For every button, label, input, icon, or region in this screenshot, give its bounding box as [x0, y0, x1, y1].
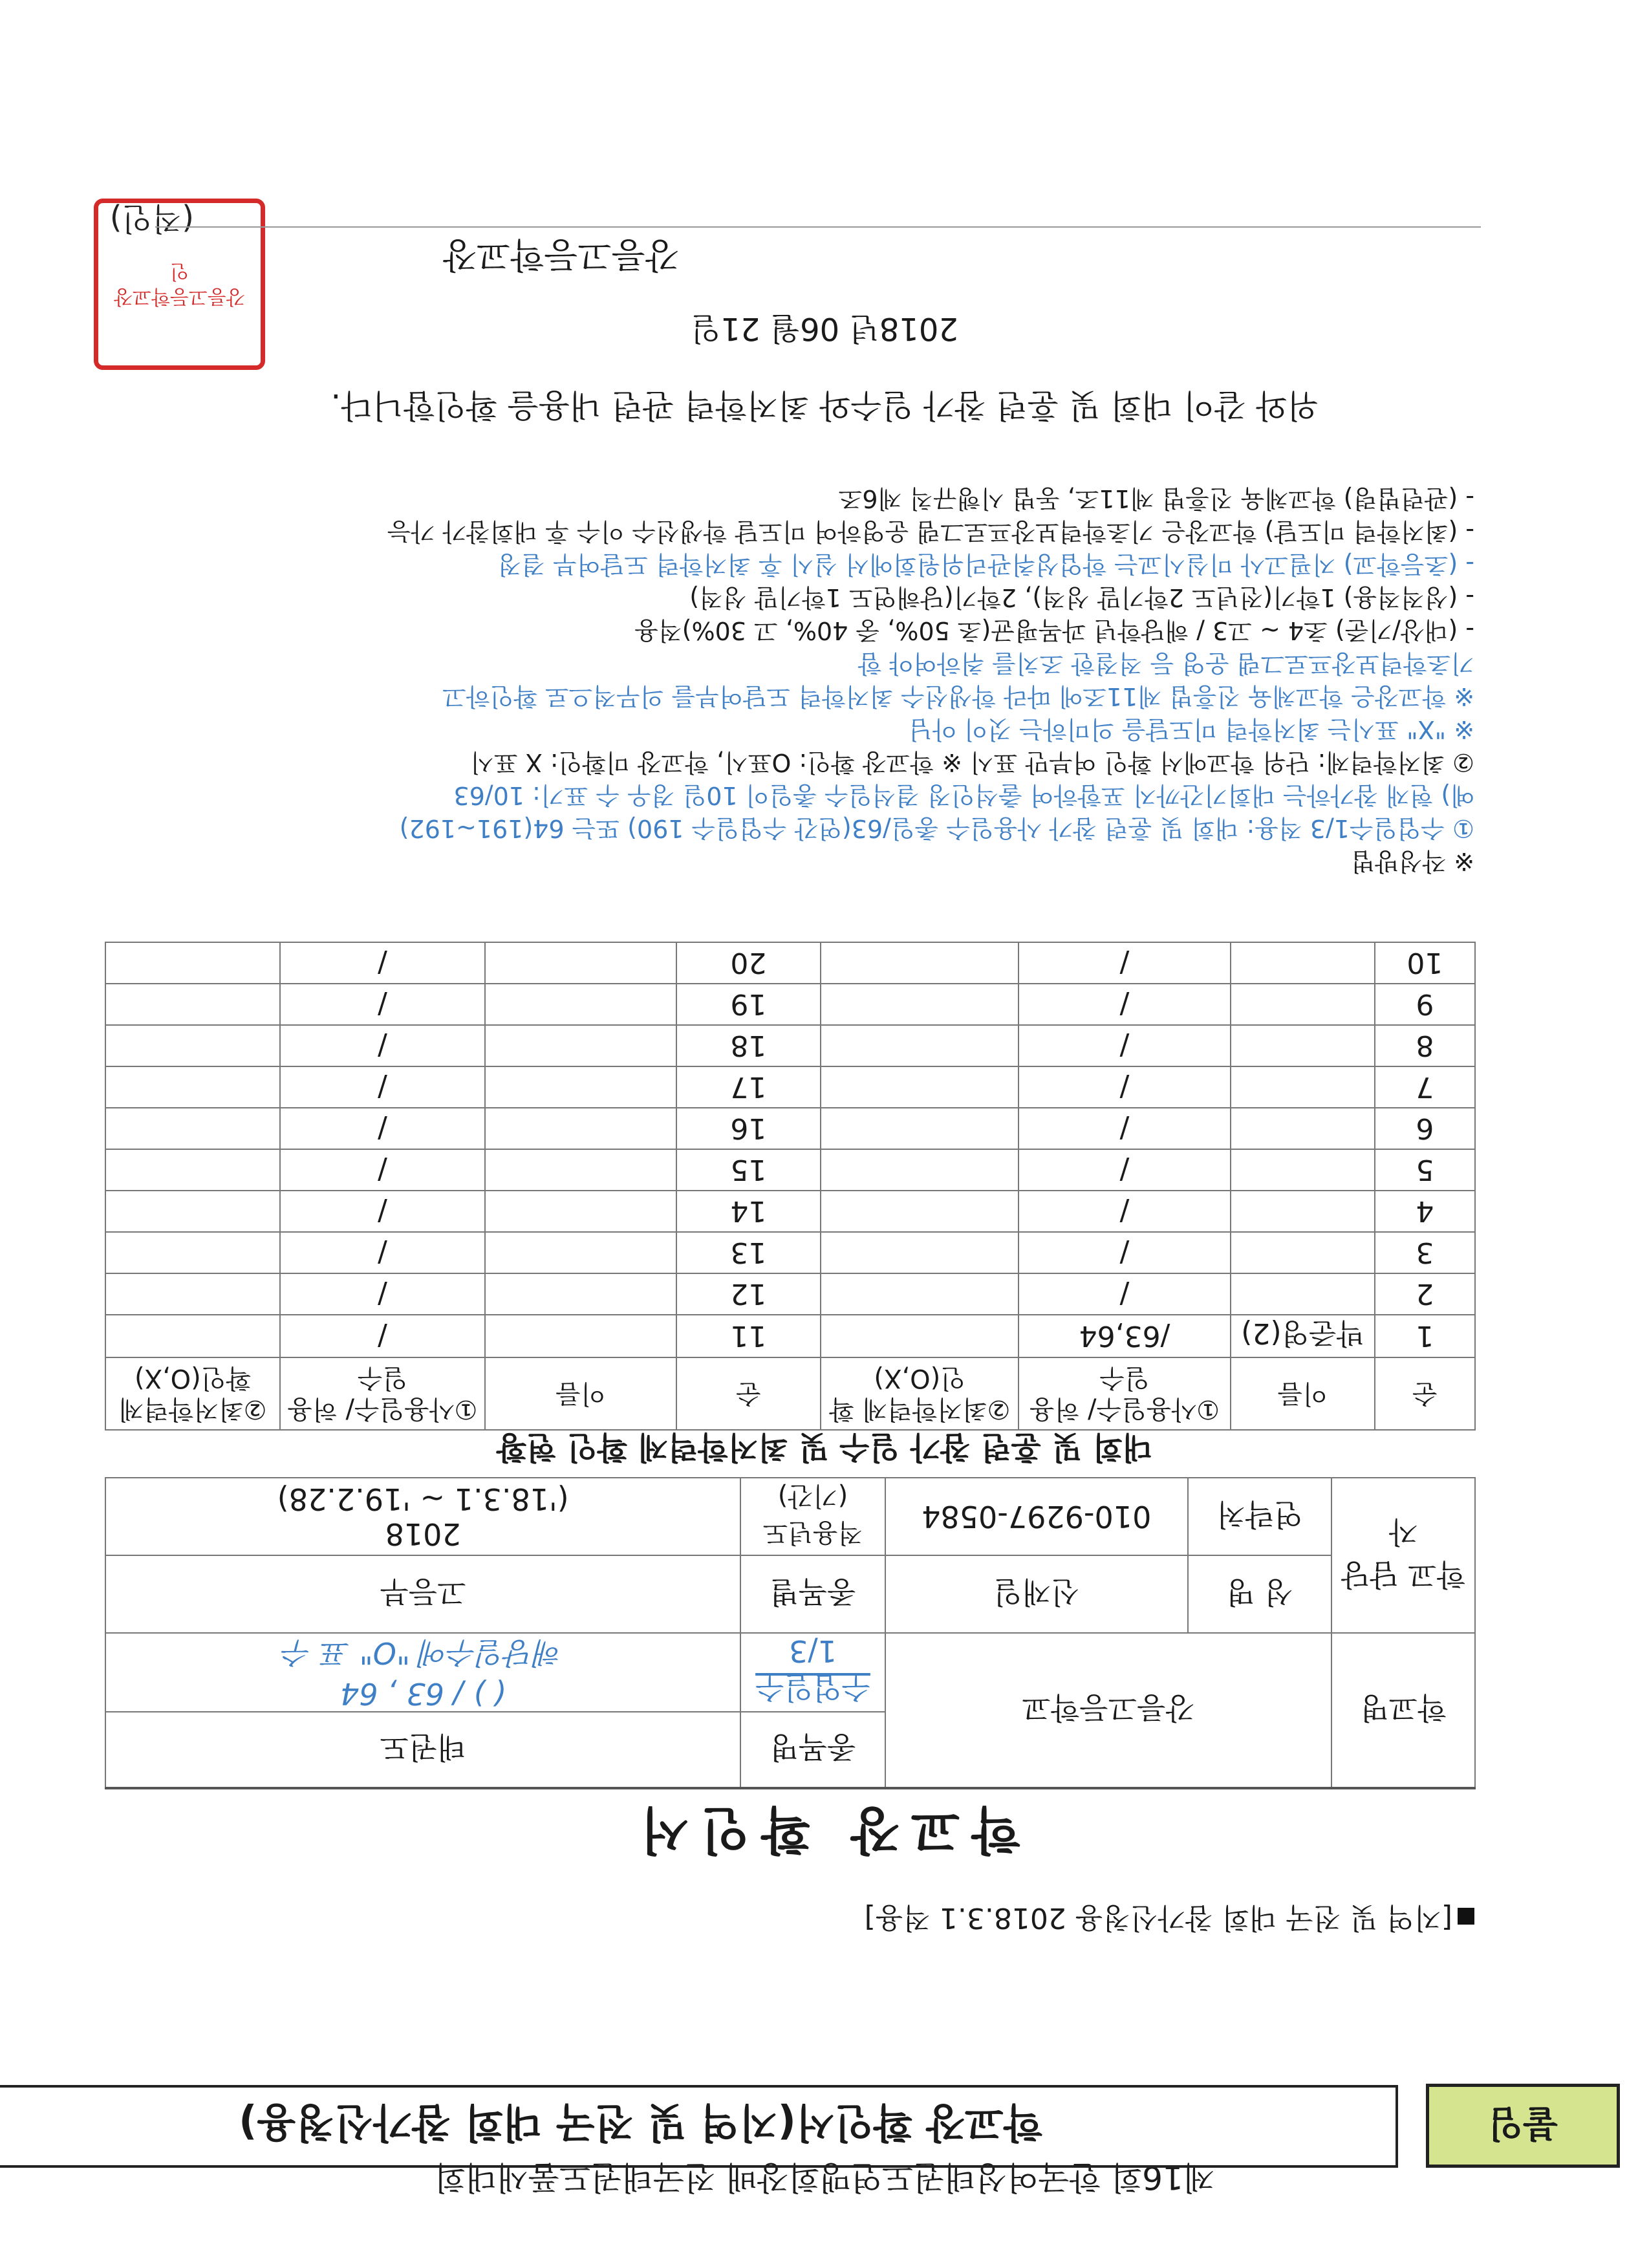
- days-used: /: [1018, 1149, 1230, 1191]
- column-header: ①사용일수/ 허용일수: [1018, 1357, 1230, 1430]
- confirmation-statement: 위와 같이 대회 및 훈련 참가 일수와 최저학력 관련 내용을 확인합니다.: [330, 387, 1319, 424]
- attachment-badge: 붙임: [1426, 2084, 1620, 2168]
- confirmation-date: 2018년 06월 21일: [691, 310, 958, 347]
- phone-value: 010-9297-0584: [921, 1499, 1152, 1534]
- row-number: 8: [1375, 1025, 1475, 1066]
- days-used: /: [280, 1315, 485, 1357]
- instructions-heading: ※ 작성방법: [1351, 847, 1474, 876]
- participant-name: 박준영(2): [1231, 1315, 1375, 1357]
- days-used: /: [1018, 984, 1230, 1025]
- row-number: 4: [1375, 1191, 1475, 1232]
- event-value: 태권도: [105, 1712, 740, 1788]
- min-academic-check: [821, 984, 1018, 1025]
- event-label: 종목명: [740, 1712, 885, 1788]
- table-row: [105, 1232, 1475, 1273]
- event-table-body: [105, 942, 1475, 1357]
- min-academic-check: [821, 1232, 1018, 1273]
- days-used: /: [280, 1149, 485, 1191]
- participant-name: [485, 1191, 676, 1232]
- participant-name: [485, 1273, 676, 1315]
- column-header: 이름: [1231, 1357, 1375, 1430]
- instruction-line: - (초등학교) 지필고사 미실시교는 학업성취관리위원회에서 실시 후 최저학력 도달여부 결정: [497, 550, 1474, 579]
- participant-name: [1231, 1066, 1375, 1108]
- instruction-line: 기초학력보장프로그램 운영 등 적절한 조치를 취하여야 함: [857, 649, 1474, 678]
- min-academic-check: [105, 1273, 280, 1315]
- instruction-line: ※ 학교장은 학교체육 진흥법 제11조에 따라 학생선수 최저학력 도달여부를 의무적으로 확인하고: [442, 682, 1474, 711]
- attend-days-cell: [105, 1633, 740, 1712]
- row-number: 20: [676, 942, 821, 984]
- column-header: ②최저학력제 확인(O,X): [105, 1357, 280, 1430]
- period-range: ('18.3.1 ~ '19.2.28): [277, 1482, 569, 1517]
- row-number: 7: [1375, 1066, 1475, 1108]
- divider-line: [155, 226, 1481, 228]
- principal-signature: 강릉고등학교장: [442, 235, 679, 275]
- phone-inner: [885, 1478, 1331, 1555]
- row-number: 16: [676, 1108, 821, 1149]
- instruction-line: - (최저학력 미도달) 학교장은 기초학력보장프로그램 운영하여 미도달 학생선수 이수 후 대회참가 가능: [387, 517, 1474, 546]
- instruction-line: ① 수업일수1/3 적용: 대회 및 훈련 참가 사용일수 총일/63(연간 수업일수 190) 또는 64(191~192): [399, 814, 1474, 843]
- participant-name: [485, 1149, 676, 1191]
- table-row: [105, 1066, 1475, 1108]
- days-used: /: [280, 1191, 485, 1232]
- min-academic-check: [821, 1149, 1018, 1191]
- column-header: 순: [1375, 1357, 1475, 1430]
- row-number: 12: [676, 1273, 821, 1315]
- instructions-lines: [32, 482, 1474, 845]
- days-used: /: [280, 1273, 485, 1315]
- row-number: 15: [676, 1149, 821, 1191]
- min-academic-check: [821, 1025, 1018, 1066]
- square-bullet-icon: [1458, 1908, 1474, 1925]
- row-number: 13: [676, 1232, 821, 1273]
- min-academic-check: [821, 1191, 1018, 1232]
- school-info-table: [105, 1477, 1476, 1789]
- participant-name: [1231, 1025, 1375, 1066]
- min-academic-check: [821, 1315, 1018, 1357]
- form-title: 학교장 확인서(지역 및 전국 대회 참가신청용): [0, 2085, 1398, 2168]
- staff-label: 학교 담당자: [1331, 1478, 1475, 1633]
- event-participation-table: [105, 942, 1476, 1431]
- form-subtitle-text: [지역 및 전국 대회 참가신청용 2018.3.1 적용]: [864, 1901, 1452, 1934]
- main-title: 학교장 확인서: [629, 1800, 1020, 1859]
- days-used: /: [1018, 1066, 1230, 1108]
- min-academic-check: [821, 1273, 1018, 1315]
- table-row: [105, 1273, 1475, 1315]
- participant-name: [485, 1025, 676, 1066]
- period-label: 적용년도 (기간): [740, 1478, 885, 1555]
- min-academic-check: [821, 1066, 1018, 1108]
- school-name-label: 학교명: [1331, 1633, 1475, 1788]
- column-header: 이름: [485, 1357, 676, 1430]
- days-used: /: [1018, 942, 1230, 984]
- days-used: /: [280, 1066, 485, 1108]
- days-used: /: [1018, 1232, 1230, 1273]
- min-academic-check: [105, 1025, 280, 1066]
- instruction-line: ※ "X" 표시는 최저학력 미도달을 의미하는 것이 아님: [909, 715, 1474, 744]
- official-seal-icon: 강릉고등학교장인: [94, 199, 265, 370]
- participant-name: [485, 984, 676, 1025]
- participant-name: [1231, 1191, 1375, 1232]
- row-number: 9: [1375, 984, 1475, 1025]
- row-number: 2: [1375, 1273, 1475, 1315]
- participant-name: [1231, 942, 1375, 984]
- table-row: [105, 942, 1475, 984]
- days-used: /: [280, 1108, 485, 1149]
- participant-name: [485, 1066, 676, 1108]
- days-used: /: [1018, 1191, 1230, 1232]
- name-label: 성 명: [1187, 1556, 1331, 1632]
- min-academic-check: [105, 1232, 280, 1273]
- row-number: 17: [676, 1066, 821, 1108]
- attend-days-note: 해당일수에 "O" 표 수: [283, 1636, 563, 1670]
- competition-name: 제16회 한국여성태권도연맹회장배 전국태권도품새대회: [434, 2159, 1215, 2196]
- min-academic-check: [105, 1108, 280, 1149]
- row-number: 14: [676, 1191, 821, 1232]
- participant-name: [485, 942, 676, 984]
- days-used: /: [280, 1232, 485, 1273]
- days-used: /63,64: [1018, 1315, 1230, 1357]
- staff-inner: [885, 1555, 1331, 1633]
- table-row: [105, 984, 1475, 1025]
- row-number: 5: [1375, 1149, 1475, 1191]
- name-value: 신재일: [993, 1575, 1080, 1610]
- row-number: 18: [676, 1025, 821, 1066]
- column-header: ②최저학력제 확인(O,X): [821, 1357, 1018, 1430]
- min-academic-check: [821, 942, 1018, 984]
- table-row: [105, 1191, 1475, 1232]
- min-academic-check: [821, 1108, 1018, 1149]
- row-number: 19: [676, 984, 821, 1025]
- participant-name: [485, 1108, 676, 1149]
- min-academic-check: [105, 1191, 280, 1232]
- table-row: [105, 1315, 1475, 1357]
- instruction-line: - (관련법령) 학교체육 진흥법 제11조, 동법 시행규칙 제6조: [838, 484, 1474, 513]
- attend-days-value: ( ) / 63 , 64: [340, 1676, 506, 1711]
- participant-name: [1231, 1273, 1375, 1315]
- school-name-value: 강릉고등학교: [885, 1633, 1331, 1788]
- table-row: [105, 1025, 1475, 1066]
- column-header: 순: [676, 1357, 821, 1430]
- row-number: 10: [1375, 942, 1475, 984]
- period-value: 2018: [385, 1517, 461, 1551]
- min-academic-check: [105, 1149, 280, 1191]
- attend-ratio-label: 수업일수: [755, 1670, 870, 1705]
- participant-name: [1231, 1108, 1375, 1149]
- event-section-title: 대회 및 훈련 참가 일수 및 최저학력제 확인 현황: [496, 1429, 1153, 1465]
- attend-ratio-cell: [740, 1633, 885, 1712]
- days-used: /: [280, 942, 485, 984]
- attend-ratio-value: 1/3: [788, 1634, 837, 1669]
- row-number: 11: [676, 1315, 821, 1357]
- type-value: 고등부: [105, 1555, 740, 1633]
- table-row: [105, 1149, 1475, 1191]
- min-academic-check: [105, 984, 280, 1025]
- participant-name: [485, 1232, 676, 1273]
- min-academic-check: [105, 1066, 280, 1108]
- instruction-line: - (대상/기준) 초4 ~ 고3 / 해당학년 과목평균(초 50%, 중 40%, 고 30%)적용: [634, 616, 1474, 645]
- type-label: 종목별: [740, 1555, 885, 1633]
- period-cell: [105, 1478, 740, 1555]
- min-academic-check: [105, 942, 280, 984]
- participant-name: [1231, 984, 1375, 1025]
- days-used: /: [1018, 1025, 1230, 1066]
- days-used: /: [1018, 1273, 1230, 1315]
- participant-name: [1231, 1232, 1375, 1273]
- table-header-row: [105, 1357, 1475, 1430]
- seal-mark-label: (직인): [109, 200, 194, 237]
- instruction-line: - (성적적용) 1학기(전년도 2학기말 성적), 2학기(당해연도 1학기말 성적): [689, 583, 1474, 612]
- form-subtitle: [865, 1900, 1474, 1941]
- instruction-line: ② 최저학력제: 단위 학교에서 확인 여부만 표시 ※ 학교장 확인: O표시, 학교장 미확인: X 표시: [470, 748, 1474, 777]
- row-number: 6: [1375, 1108, 1475, 1149]
- days-used: /: [280, 1025, 485, 1066]
- instructions-block: [32, 482, 1474, 878]
- days-used: /: [1018, 1108, 1230, 1149]
- days-used: /: [280, 984, 485, 1025]
- instruction-line: 예) 현재 참가하는 대회기간까지 포함하여 출석인정 결석일수 총일이 10일 경우 수 표기: 10/63: [453, 781, 1474, 810]
- min-academic-check: [105, 1315, 280, 1357]
- table-row: [105, 1108, 1475, 1149]
- row-number: 1: [1375, 1315, 1475, 1357]
- participant-name: [1231, 1149, 1375, 1191]
- phone-label: 연락처: [1187, 1478, 1331, 1555]
- participant-name: [485, 1315, 676, 1357]
- row-number: 3: [1375, 1232, 1475, 1273]
- column-header: ①사용일수/ 허용일수: [280, 1357, 485, 1430]
